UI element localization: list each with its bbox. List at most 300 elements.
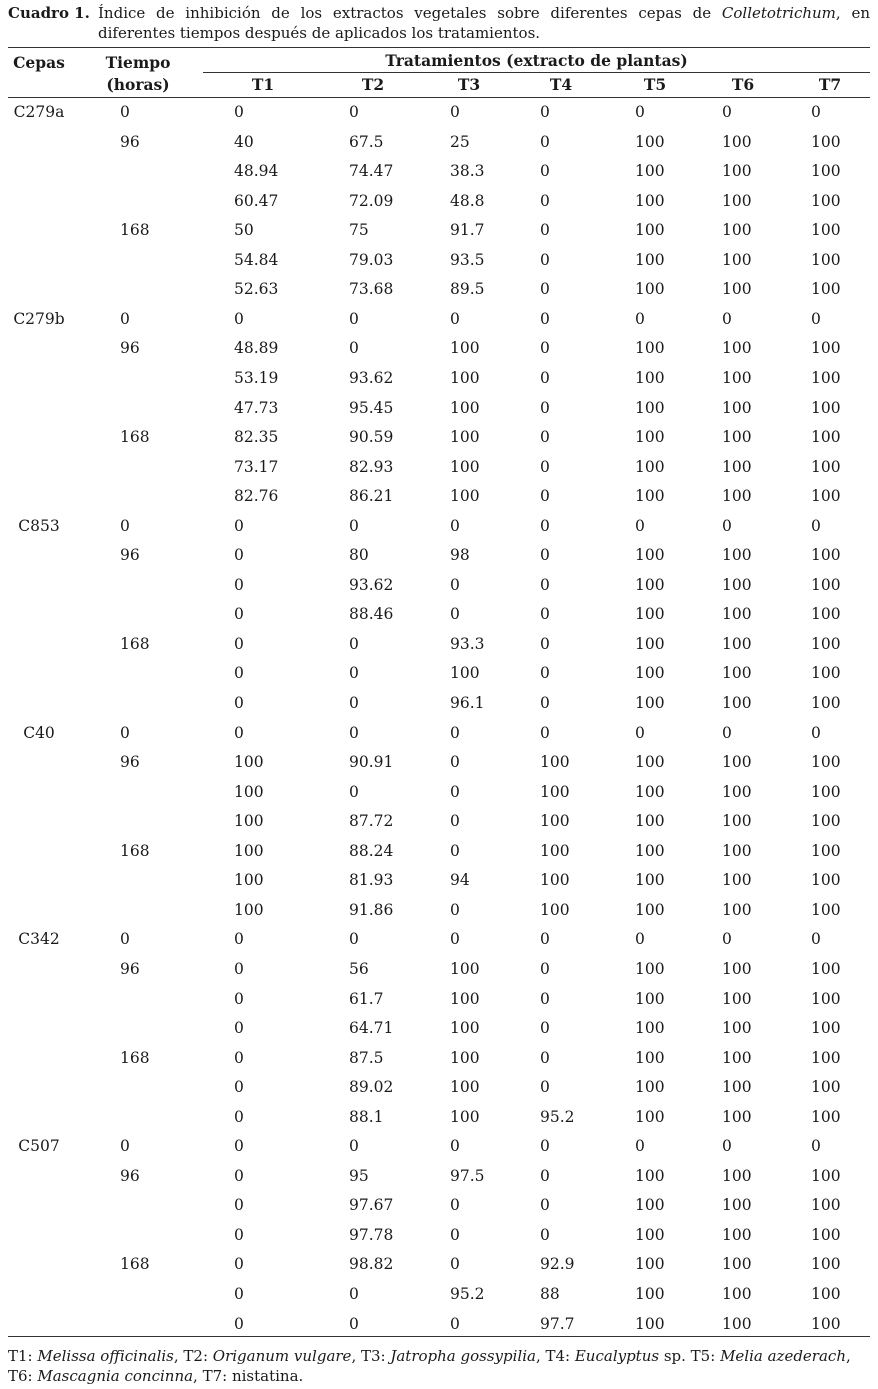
- table-cell: 0: [450, 723, 460, 742]
- table-cell: 100: [722, 546, 752, 565]
- table-cell: 100: [635, 989, 665, 1008]
- table-cell: 88.1: [349, 1107, 384, 1126]
- table-cell: 0: [234, 546, 244, 565]
- table-cell: 100: [811, 162, 841, 181]
- table-cell: 0: [540, 162, 550, 181]
- header-bottom-rule: [8, 97, 870, 98]
- table-cell: 100: [635, 1019, 665, 1038]
- table-cell: 100: [811, 1225, 841, 1244]
- tiempo-value: 96: [120, 132, 140, 151]
- table-cell: 95.45: [349, 398, 394, 417]
- table-cell: 100: [234, 782, 264, 801]
- table-cell: 88: [540, 1285, 560, 1303]
- table-cell: 54.84: [234, 250, 279, 269]
- table-cell: 82.93: [349, 457, 394, 476]
- caption-label: Cuadro 1.: [8, 4, 90, 22]
- table-cell: 100: [635, 753, 665, 772]
- table-cell: 0: [234, 1255, 244, 1274]
- table-cell: 0: [450, 605, 460, 624]
- table-cell: 100: [450, 1048, 480, 1067]
- table-cell: 100: [450, 989, 480, 1008]
- table-cell: 100: [722, 1314, 752, 1333]
- table-cell: 0: [234, 1137, 244, 1156]
- table-cell: 0: [540, 575, 550, 594]
- table-cell: 100: [811, 221, 841, 240]
- cepa-label: C279a: [13, 103, 65, 121]
- table-cell: 98: [450, 546, 470, 565]
- cepa-label: C853: [18, 516, 60, 535]
- table-cell: 0: [349, 930, 359, 949]
- table-cell: 100: [722, 457, 752, 476]
- table-cell: 100: [722, 782, 752, 801]
- table-cell: 100: [722, 132, 752, 151]
- table-cell: 100: [811, 694, 841, 712]
- table-cell: 0: [349, 339, 359, 358]
- tiempo-value: 96: [120, 546, 140, 565]
- table-cell: 100: [635, 339, 665, 358]
- table-cell: 0: [450, 1196, 460, 1215]
- table-cell: 0: [540, 280, 550, 299]
- table-cell: 0: [811, 103, 821, 121]
- table-cell: 93.62: [349, 368, 394, 387]
- table-cell: 0: [234, 1314, 244, 1333]
- table-cell: 0: [349, 516, 359, 535]
- table-cell: 0: [234, 723, 244, 742]
- table-cell: 100: [450, 457, 480, 476]
- table-cell: 82.35: [234, 428, 279, 447]
- table-cell: 100: [811, 871, 841, 890]
- table-cell: 0: [234, 1107, 244, 1126]
- table-cell: 100: [540, 900, 570, 919]
- table-cell: 100: [635, 664, 665, 683]
- table-cell: 0: [450, 782, 460, 801]
- table-cell: 100: [811, 132, 841, 151]
- table-cell: 100: [811, 368, 841, 387]
- table-cell: 100: [450, 959, 480, 978]
- table-cell: 0: [540, 1225, 550, 1244]
- table-cell: 100: [450, 1078, 480, 1097]
- table-cell: 0: [540, 398, 550, 417]
- table-cell: 100: [722, 1255, 752, 1274]
- table-cell: 100: [722, 1107, 752, 1126]
- table-cell: 0: [450, 1225, 460, 1244]
- table-cell: 0: [635, 723, 645, 742]
- table-cell: 100: [811, 487, 841, 506]
- text-run: , T6:: [8, 1347, 851, 1385]
- table-cell: 67.5: [349, 132, 384, 151]
- text-run: T1:: [8, 1347, 38, 1365]
- table-cell: 100: [811, 1107, 841, 1126]
- tiempo-value: 168: [120, 841, 150, 860]
- table-bottom-rule: [8, 1336, 870, 1337]
- table-cell: 100: [811, 1166, 841, 1185]
- table-cell: 0: [540, 487, 550, 506]
- table-cell: 0: [540, 1078, 550, 1097]
- table-cell: 100: [811, 191, 841, 210]
- table-cell: 0: [540, 1048, 550, 1067]
- table-cell: 100: [722, 871, 752, 890]
- table-cell: 100: [635, 605, 665, 624]
- table-cell: 100: [635, 1255, 665, 1274]
- header-t1: T1: [251, 75, 275, 94]
- table-cell: 0: [450, 516, 460, 535]
- text-run: , en diferentes tiempos después de aplicados los tratamientos.: [98, 4, 870, 42]
- table-cell: 100: [635, 1225, 665, 1244]
- table-cell: 100: [635, 1285, 665, 1303]
- table-cell: 100: [811, 989, 841, 1008]
- table-cell: 0: [450, 309, 460, 328]
- table-cell: 61.7: [349, 989, 384, 1008]
- table-cell: 100: [722, 694, 752, 712]
- table-cell: 100: [635, 812, 665, 831]
- table-cell: 100: [635, 457, 665, 476]
- table-cell: 0: [234, 309, 244, 328]
- table-cell: 79.03: [349, 250, 394, 269]
- text-run: , T2:: [173, 1347, 213, 1365]
- table-cell: 100: [811, 339, 841, 358]
- table-cell: 100: [635, 871, 665, 890]
- table-cell: 100: [722, 841, 752, 860]
- tiempo-value: 0: [120, 1137, 130, 1156]
- table-cell: 0: [722, 516, 732, 535]
- table-cell: 53.19: [234, 368, 279, 387]
- tiempo-value: 0: [120, 309, 130, 328]
- table-cell: 100: [635, 694, 665, 712]
- cepa-label: C507: [18, 1137, 60, 1156]
- italic-text: Melia azederach: [720, 1347, 846, 1365]
- table-cell: 90.91: [349, 753, 394, 772]
- table-cell: 100: [540, 753, 570, 772]
- table-cell: 100: [811, 841, 841, 860]
- table-cell: 100: [635, 1314, 665, 1333]
- tiempo-value: 0: [120, 930, 130, 949]
- table-cell: 100: [635, 546, 665, 565]
- table-cell: 0: [540, 339, 550, 358]
- table-cell: 0: [349, 103, 359, 121]
- table-cell: 100: [722, 605, 752, 624]
- table-cell: 95.2: [450, 1285, 485, 1303]
- table-cell: 0: [540, 516, 550, 535]
- table-cell: 0: [540, 1019, 550, 1038]
- table-cell: 100: [635, 280, 665, 299]
- table-cell: 100: [811, 457, 841, 476]
- table-cell: 100: [234, 812, 264, 831]
- table-cell: 87.5: [349, 1048, 384, 1067]
- tiempo-value: 168: [120, 428, 150, 447]
- table-cell: 100: [811, 1285, 841, 1303]
- table-cell: 100: [635, 132, 665, 151]
- tiempo-value: 96: [120, 339, 140, 358]
- table-cell: 100: [450, 487, 480, 506]
- italic-text: Jatropha gossypilia: [390, 1347, 536, 1365]
- header-tratamientos: Tratamientos (extracto de plantas): [385, 51, 688, 70]
- table-cell: 74.47: [349, 162, 394, 181]
- table-cell: 0: [234, 1166, 244, 1185]
- table-cell: 100: [540, 871, 570, 890]
- table-cell: 100: [722, 428, 752, 447]
- table-cell: 0: [540, 605, 550, 624]
- italic-text: Melissa officinalis: [37, 1347, 174, 1365]
- table-cell: 100: [635, 575, 665, 594]
- table-cell: 0: [722, 723, 732, 742]
- table-cell: 0: [349, 309, 359, 328]
- table-cell: 100: [722, 1285, 752, 1303]
- table-cell: 100: [811, 428, 841, 447]
- text-run: Índice de inhibición de los extractos vegetales sobre diferentes cepas de: [98, 4, 722, 22]
- table-cell: 100: [234, 753, 264, 772]
- table-cell: 0: [722, 1137, 732, 1156]
- table-cell: 100: [635, 428, 665, 447]
- table-cell: 0: [635, 1137, 645, 1156]
- table-cell: 56: [349, 959, 369, 978]
- table-cell: 93.62: [349, 575, 394, 594]
- table-cell: 0: [635, 516, 645, 535]
- table-cell: 0: [349, 1285, 359, 1303]
- header-cepas: Cepas: [13, 53, 65, 72]
- table-cell: 100: [540, 782, 570, 801]
- table-cell: 0: [450, 900, 460, 919]
- table-cell: 100: [811, 280, 841, 299]
- table-cell: 0: [234, 605, 244, 624]
- tiempo-value: 168: [120, 1048, 150, 1067]
- tiempo-value: 0: [120, 516, 130, 535]
- table-cell: 100: [722, 753, 752, 772]
- table-cell: 100: [722, 280, 752, 299]
- table-cell: 0: [450, 575, 460, 594]
- table-cell: 100: [722, 1078, 752, 1097]
- tiempo-value: 0: [120, 723, 130, 742]
- table-cell: 0: [540, 694, 550, 712]
- table-cell: 100: [722, 575, 752, 594]
- cepa-label: C279b: [13, 309, 65, 328]
- cepa-label: C342: [18, 930, 60, 949]
- table-cell: 64.71: [349, 1019, 394, 1038]
- table-cell: 0: [450, 1255, 460, 1274]
- table-cell: 100: [635, 487, 665, 506]
- header-t5: T5: [643, 75, 667, 94]
- tiempo-value: 96: [120, 753, 140, 772]
- table-cell: 50: [234, 221, 254, 240]
- table-cell: 100: [811, 634, 841, 653]
- table-cell: 100: [722, 959, 752, 978]
- header-t4: T4: [549, 75, 573, 94]
- table-cell: 91.86: [349, 900, 394, 919]
- table-cell: 0: [450, 1314, 460, 1333]
- italic-text: Mascagnia concinna: [37, 1367, 194, 1385]
- table-cell: 100: [722, 634, 752, 653]
- table-cell: 90.59: [349, 428, 394, 447]
- table-cell: 94: [450, 871, 470, 890]
- table-cell: 82.76: [234, 487, 279, 506]
- table-cell: 100: [811, 1048, 841, 1067]
- tiempo-value: 96: [120, 1166, 140, 1185]
- table-cell: 97.5: [450, 1166, 485, 1185]
- italic-text: Eucalyptus: [574, 1347, 660, 1365]
- table-cell: 100: [722, 900, 752, 919]
- table-cell: 100: [450, 664, 480, 683]
- header-t7: T7: [818, 75, 842, 94]
- text-run: , T3:: [351, 1347, 391, 1365]
- table-cell: 0: [234, 634, 244, 653]
- header-tiempo: Tiempo: [105, 53, 171, 72]
- header-t6: T6: [731, 75, 755, 94]
- table-cell: 0: [234, 930, 244, 949]
- table-cell: 100: [540, 812, 570, 831]
- table-cell: 0: [635, 103, 645, 121]
- table-cell: 75: [349, 221, 369, 240]
- table-cell: 100: [635, 634, 665, 653]
- table-cell: 100: [811, 1078, 841, 1097]
- table-cell: 0: [349, 664, 359, 683]
- table-cell: 0: [722, 930, 732, 949]
- table-cell: 100: [635, 959, 665, 978]
- table-cell: 0: [811, 309, 821, 328]
- table-cell: 0: [540, 428, 550, 447]
- table-cell: 0: [234, 1019, 244, 1038]
- table-cell: 100: [635, 191, 665, 210]
- table-cell: 100: [811, 959, 841, 978]
- table-cell: 48.8: [450, 191, 485, 210]
- table-cell: 0: [811, 930, 821, 949]
- table-cell: 0: [635, 309, 645, 328]
- table-cell: 0: [234, 1225, 244, 1244]
- table-cell: 100: [635, 782, 665, 801]
- table-cell: 0: [234, 103, 244, 121]
- table-cell: 100: [635, 398, 665, 417]
- table-cell: 0: [722, 103, 732, 121]
- table-cell: 100: [635, 1078, 665, 1097]
- table-cell: 100: [635, 1107, 665, 1126]
- table-cell: 98.82: [349, 1255, 394, 1274]
- table-cell: 0: [349, 694, 359, 712]
- table-cell: 100: [722, 664, 752, 683]
- header-t2: T2: [361, 75, 385, 94]
- table-cell: 0: [234, 694, 244, 712]
- table-cell: 100: [635, 1196, 665, 1215]
- table-cell: 0: [234, 989, 244, 1008]
- table-cell: 100: [635, 162, 665, 181]
- table-cell: 0: [450, 103, 460, 121]
- table-cell: 100: [811, 900, 841, 919]
- table-cell: 100: [450, 339, 480, 358]
- table-cell: 0: [349, 782, 359, 801]
- table-cell: 100: [450, 1019, 480, 1038]
- table-cell: 47.73: [234, 398, 279, 417]
- text-run: , T7: nistatina.: [193, 1367, 304, 1385]
- table-cell: 96.1: [450, 694, 485, 712]
- table-cell: 100: [450, 368, 480, 387]
- text-run: , T4:: [535, 1347, 575, 1365]
- table-cell: 100: [722, 1196, 752, 1215]
- table-cell: 0: [349, 1137, 359, 1156]
- table-cell: 0: [540, 1166, 550, 1185]
- table-cell: 100: [811, 1314, 841, 1333]
- table-cell: 100: [811, 250, 841, 269]
- tiempo-value: 0: [120, 103, 130, 121]
- caption-text: [98, 3, 870, 43]
- table-cell: 100: [811, 782, 841, 801]
- top-rule: [8, 47, 870, 48]
- table-cell: 0: [450, 753, 460, 772]
- table-cell: 100: [450, 1107, 480, 1126]
- table-cell: 0: [540, 221, 550, 240]
- table-cell: 100: [722, 339, 752, 358]
- table-footnote: [8, 1346, 870, 1386]
- table-cell: 100: [811, 1196, 841, 1215]
- table-cell: 73.17: [234, 457, 279, 476]
- table-cell: 0: [349, 634, 359, 653]
- table-cell: 0: [540, 309, 550, 328]
- table-cell: 100: [722, 162, 752, 181]
- table-cell: 0: [450, 841, 460, 860]
- table-cell: 100: [635, 841, 665, 860]
- table-cell: 86.21: [349, 487, 394, 506]
- header-t3: T3: [457, 75, 481, 94]
- tiempo-value: 168: [120, 634, 150, 653]
- table-cell: 100: [722, 812, 752, 831]
- table-cell: 0: [349, 723, 359, 742]
- table-cell: 0: [234, 1048, 244, 1067]
- table-cell: 100: [811, 398, 841, 417]
- table-cell: 100: [811, 1019, 841, 1038]
- table-cell: 100: [722, 398, 752, 417]
- table-cell: 100: [722, 221, 752, 240]
- table-cell: 100: [635, 1166, 665, 1185]
- table-cell: 0: [349, 1314, 359, 1333]
- table-cell: 100: [811, 575, 841, 594]
- table-cell: 38.3: [450, 162, 485, 181]
- table-cell: 0: [540, 1196, 550, 1215]
- table-cell: 0: [540, 250, 550, 269]
- table-cell: 0: [540, 664, 550, 683]
- table-cell: 0: [540, 989, 550, 1008]
- table-cell: 100: [635, 900, 665, 919]
- table-cell: 100: [722, 368, 752, 387]
- table-cell: 97.7: [540, 1314, 575, 1333]
- table-cell: 0: [540, 634, 550, 653]
- table-cell: 72.09: [349, 191, 394, 210]
- table-cell: 93.5: [450, 250, 485, 269]
- tiempo-value: 96: [120, 959, 140, 978]
- table-cell: 95: [349, 1166, 369, 1185]
- table-cell: 97.67: [349, 1196, 394, 1215]
- table-cell: 48.94: [234, 162, 279, 181]
- table-cell: 100: [234, 841, 264, 860]
- italic-text: Origanum vulgare: [212, 1347, 352, 1365]
- table-cell: 0: [722, 309, 732, 328]
- table-cell: 100: [722, 1225, 752, 1244]
- table-cell: 100: [722, 1048, 752, 1067]
- table-cell: 100: [722, 1019, 752, 1038]
- table-cell: 0: [540, 191, 550, 210]
- table-cell: 100: [811, 664, 841, 683]
- table-cell: 89.02: [349, 1078, 394, 1097]
- group-rule: [203, 72, 870, 73]
- table-cell: 100: [722, 487, 752, 506]
- table-cell: 0: [450, 812, 460, 831]
- table-cell: 0: [540, 930, 550, 949]
- table-cell: 100: [635, 1048, 665, 1067]
- table-cell: 0: [234, 1196, 244, 1215]
- table-cell: 0: [540, 132, 550, 151]
- table-cell: 100: [722, 1166, 752, 1185]
- table-cell: 100: [811, 753, 841, 772]
- table-cell: 0: [450, 930, 460, 949]
- tiempo-value: 168: [120, 221, 150, 240]
- table-cell: 88.24: [349, 841, 394, 860]
- table-cell: 100: [540, 841, 570, 860]
- table-cell: 100: [234, 900, 264, 919]
